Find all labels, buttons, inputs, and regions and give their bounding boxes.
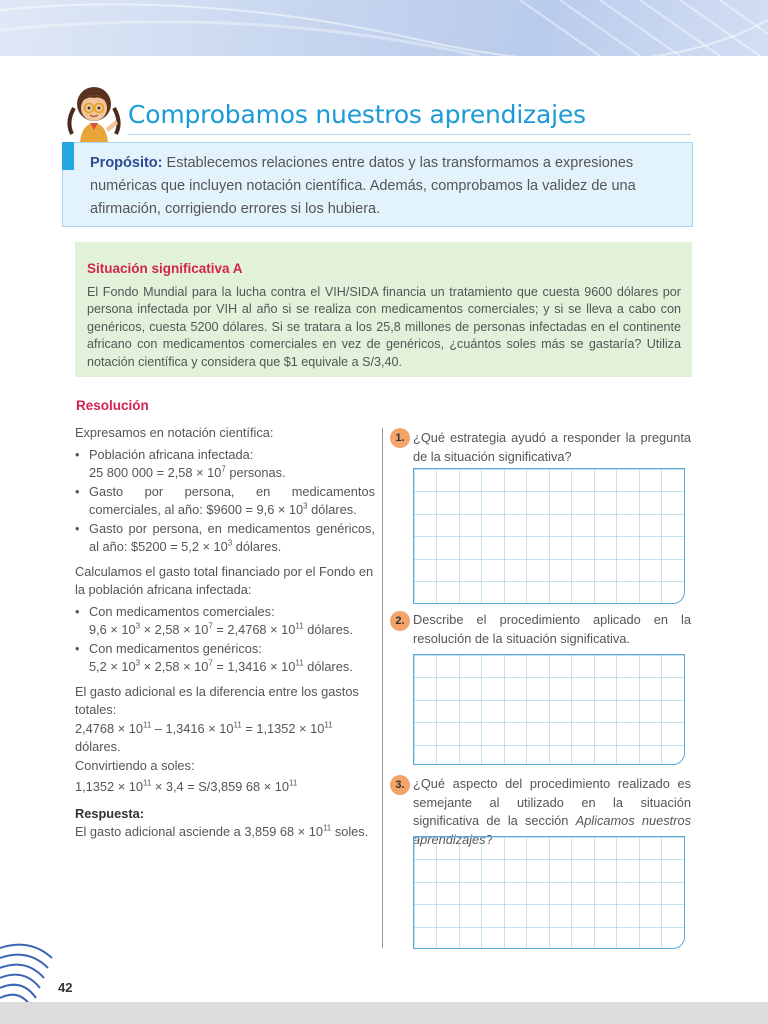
purpose-accent-tab xyxy=(62,142,74,170)
bullet-label: • Con medicamentos genéricos: xyxy=(89,640,262,656)
answer-text: El gasto adicional asciende a 3,859 $68 \times 10^{11}$ soles. xyxy=(75,823,369,839)
formula-line: 25 800 $000 = 2,58 \times 10^7$ personas. xyxy=(89,464,286,480)
section-title: Comprobamos nuestros aprendizajes xyxy=(128,100,586,129)
list-item xyxy=(75,603,375,640)
grid-lines xyxy=(414,837,685,949)
purpose-body: Establecemos relaciones entre datos y las transformamos a expresiones numéricas que incluyen notación científica. Además, comprobamos la validez de una afirmación, corrigiendo errores si los hubiera. xyxy=(90,155,636,217)
question-number-3: 3. xyxy=(390,775,410,795)
calc-intro: Calculamos el gasto total financiado por el Fondo en la población africana infectada: xyxy=(75,563,374,597)
formula-line: $2,4768 \times 10^{11} - 1,3416 \times 10^{11} = 1,1352 \times 10^{11}$ dólares. xyxy=(75,720,333,754)
situation-text: El Fondo Mundial para la lucha contra el VIH/SIDA financia un tratamiento que cuesta 9600 dólares por persona infectada por VIH al año si se realiza con medicamentos comerciales; y si se lleva a cabo con genéricos, cuesta 5200 dólares. Si se tratara a los 25,8 millones de personas infectadas en el continente africano con medicamentos comerciales en vez de genéricos, ¿cuántos soles más se gastaría? Utiliza notación científica y considera que $1 equivale a S/3,40. xyxy=(87,285,681,369)
student-mascot-icon xyxy=(62,78,126,142)
grid-lines xyxy=(414,469,685,604)
grid-lines xyxy=(414,655,685,765)
formula-line: $5,2 \times 10^3 \times 2,58 \times 10^7 = 1,3416 \times 10^{11}$ dólares. xyxy=(89,658,353,674)
question-text-3: ¿Qué aspecto del procedimiento realizado es semejante al utilizado en la situación significativa de la sección Aplicamos nuestros xyxy=(413,776,691,828)
answer-grid-2[interactable] xyxy=(413,654,685,765)
resolution-intro: Expresamos en notación científica: xyxy=(75,425,274,440)
answer-grid-3[interactable] xyxy=(413,836,685,949)
difference-intro: El gasto adicional es la diferencia entre los gastos totales: xyxy=(75,683,359,717)
title-divider xyxy=(128,134,691,135)
header-pattern xyxy=(0,0,768,56)
question-text-1: ¿Qué estrategia ayudó a responder la pregunta de la situación significativa? xyxy=(413,430,691,464)
purpose-text xyxy=(90,152,690,221)
column-divider xyxy=(382,428,383,948)
list-item: • Gasto por persona, en medicamentos comerciales, al año: $9600 = $9,6 \times 10^3$ dólares. xyxy=(75,483,375,520)
list-item xyxy=(75,640,375,677)
convert-label: Convirtiendo a soles: xyxy=(75,757,195,773)
bullet-label: • Población africana infectada: xyxy=(89,446,254,462)
situation-title: Situación significativa A xyxy=(87,261,243,276)
footer-band xyxy=(0,1002,768,1024)
purpose-label: Propósito: xyxy=(90,155,163,171)
header-band xyxy=(0,0,768,56)
answer-grid-1[interactable] xyxy=(413,468,685,604)
resolution-body xyxy=(75,424,375,842)
question-number-2: 2. xyxy=(390,611,410,631)
formula-line: $1,1352 \times 10^{11} \times 3,4 = S/3,859$ $68 \times 10^{11}$ xyxy=(75,778,298,794)
resolution-title: Resolución xyxy=(76,398,149,413)
formula-line: $9,6 \times 10^3 \times 2,58 \times 10^7 = 2,4768 \times 10^{11}$ dólares. xyxy=(89,621,353,637)
question-number-1: 1. xyxy=(390,428,410,448)
page-number: 42 xyxy=(58,980,73,995)
list-item: • Gasto por persona, en medicamentos genéricos, al año: $5200 = $5,2 \times 10^3$ dólares. xyxy=(75,520,375,557)
answer-label: Respuesta: xyxy=(75,805,144,821)
list-item xyxy=(75,446,375,483)
bullet-label: • Con medicamentos comerciales: xyxy=(89,603,275,619)
question-text-2: Describe el procedimiento aplicado en la resolución de la situación significativa. xyxy=(413,612,691,646)
